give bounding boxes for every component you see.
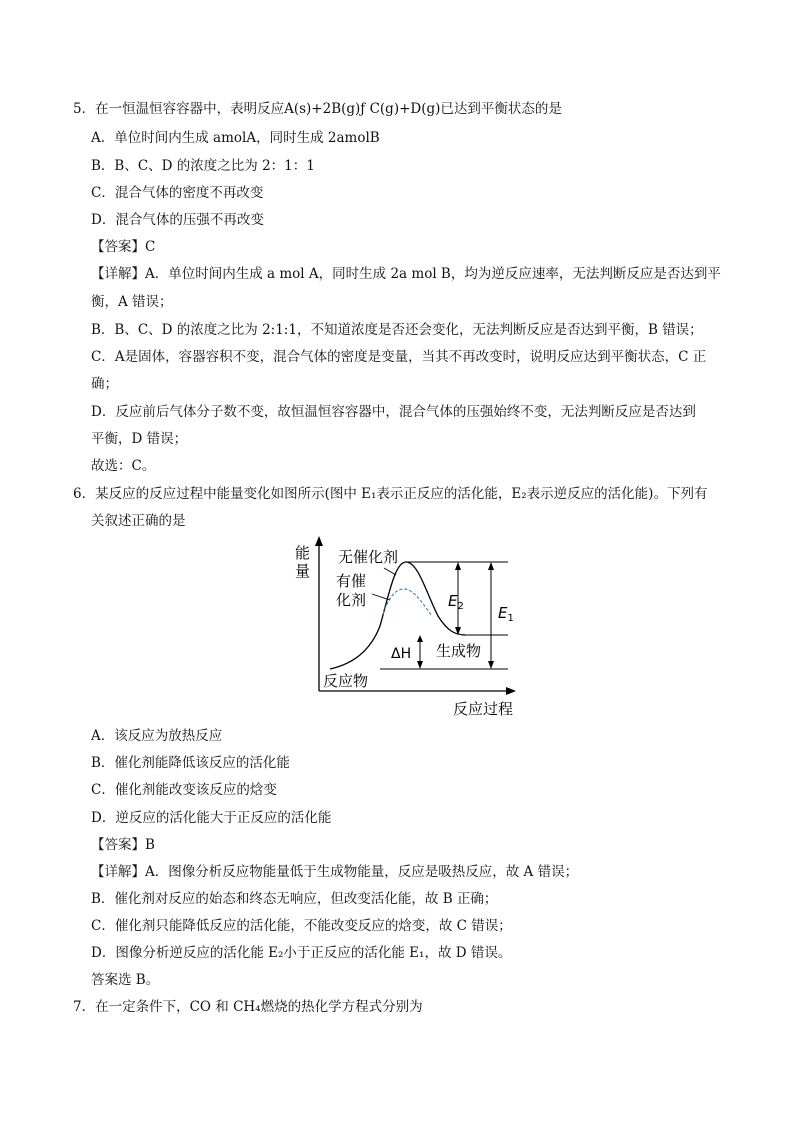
q6-answer: 【答案】B <box>91 837 155 853</box>
q6-option-b: B．催化剂能降低该反应的活化能 <box>91 755 290 771</box>
question-7-stem: 7．在一定条件下，CO 和 CH₄燃烧的热化学方程式分别为 <box>73 999 423 1015</box>
e2-arrow-head-top <box>455 562 461 570</box>
e1-subscript: 1 <box>507 613 514 624</box>
question-6-stem-line-2: 关叙述正确的是 <box>91 513 186 529</box>
product-label: 生成物 <box>436 642 482 660</box>
energy-axis-arrow <box>315 536 323 546</box>
e2-label <box>448 592 464 612</box>
e1-arrow-head-bottom <box>488 661 494 669</box>
q5-answer: 【答案】C <box>91 239 156 255</box>
delta-h-arrow-head-bottom <box>417 661 423 669</box>
x-axis-label: 反应过程 <box>453 700 514 718</box>
q6-option-c: C．催化剂能改变该反应的焓变 <box>91 782 277 798</box>
q5-option-d: D．混合气体的压强不再改变 <box>91 212 264 228</box>
question-5-stem: 5．在一恒温恒容容器中，表明反应A(s)+2B(g)ƒ C(g)+D(g)已达到平衡状态的是 <box>73 101 562 117</box>
q6-explain-line-2: B．催化剂对反应的始态和终态无响应，但改变活化能，故 B 正确； <box>91 891 498 907</box>
with-catalyst-label-2: 化剂 <box>336 591 367 609</box>
q5-explain-line-6: D．反应前后气体分子数不变，故恒温恒容容器中，混合气体的压强始终不变，无法判断反应是否达到 <box>91 404 696 420</box>
with-catalyst-label-1: 有催 <box>336 572 367 590</box>
process-axis-arrow <box>506 687 516 695</box>
no-catalyst-leader <box>384 568 396 575</box>
q5-explain-line-3: B．B、C、D 的浓度之比为 2:1:1，不知道浓度是否还会变化，无法判断反应是否达到平衡，B 错误； <box>91 322 703 338</box>
q5-explain-line-1: 【详解】A．单位时间内生成 a mol A，同时生成 2a mol B，均为逆反应速率，无法判断反应是否达到平 <box>91 266 721 282</box>
energy-profile-diagram <box>290 534 530 724</box>
q5-explain-line-8: 故选：C。 <box>91 458 156 474</box>
q5-option-a: A．单位时间内生成 amolA，同时生成 2amolB <box>91 130 380 146</box>
y-axis-label-1: 能 <box>295 544 311 562</box>
question-6-stem-line-1: 6．某反应的反应过程中能量变化如图所示(图中 E₁表示正反应的活化能，E₂表示逆反应的活化能)。下列有 <box>73 486 708 502</box>
e1-label <box>498 604 514 624</box>
catalyzed-curve <box>383 589 432 616</box>
q5-explain-line-4: C．A是固体，容器容积不变，混合气体的密度是变量，当其不再改变时，说明反应达到平衡状态，C 正 <box>91 349 707 365</box>
q6-option-a: A．该反应为放热反应 <box>91 728 223 744</box>
delta-h-label: ΔH <box>391 646 412 662</box>
q5-explain-line-2: 衡，A 错误； <box>91 294 173 310</box>
no-catalyst-label: 无催化剂 <box>338 548 399 566</box>
q5-option-c: C．混合气体的密度不再改变 <box>91 185 264 201</box>
delta-h-arrow-head-top <box>417 635 423 642</box>
q5-explain-line-5: 确； <box>91 376 118 392</box>
q6-explain-line-1: 【详解】A．图像分析反应物能量低于生成物能量，反应是吸热反应，故 A 错误； <box>91 864 579 880</box>
e1-arrow-head-top <box>488 562 494 570</box>
q6-explain-line-4: D．图像分析逆反应的活化能 E₂小于正反应的活化能 E₁，故 D 错误。 <box>91 945 512 961</box>
q6-explain-line-5: 答案选 B。 <box>91 972 160 988</box>
y-axis-label-2: 量 <box>295 562 311 580</box>
q5-explain-line-7: 平衡，D 错误； <box>91 431 188 447</box>
e2-subscript: 2 <box>457 601 464 612</box>
e2-letter: E <box>448 592 458 610</box>
e1-letter: E <box>498 604 508 622</box>
q6-option-d: D．逆反应的活化能大于正反应的活化能 <box>91 810 332 826</box>
q6-explain-line-3: C．催化剂只能降低反应的活化能，不能改变反应的焓变，故 C 错误； <box>91 918 512 934</box>
reactant-label: 反应物 <box>323 672 369 690</box>
q5-option-b: B．B、C、D 的浓度之比为 2：1：1 <box>91 158 315 174</box>
